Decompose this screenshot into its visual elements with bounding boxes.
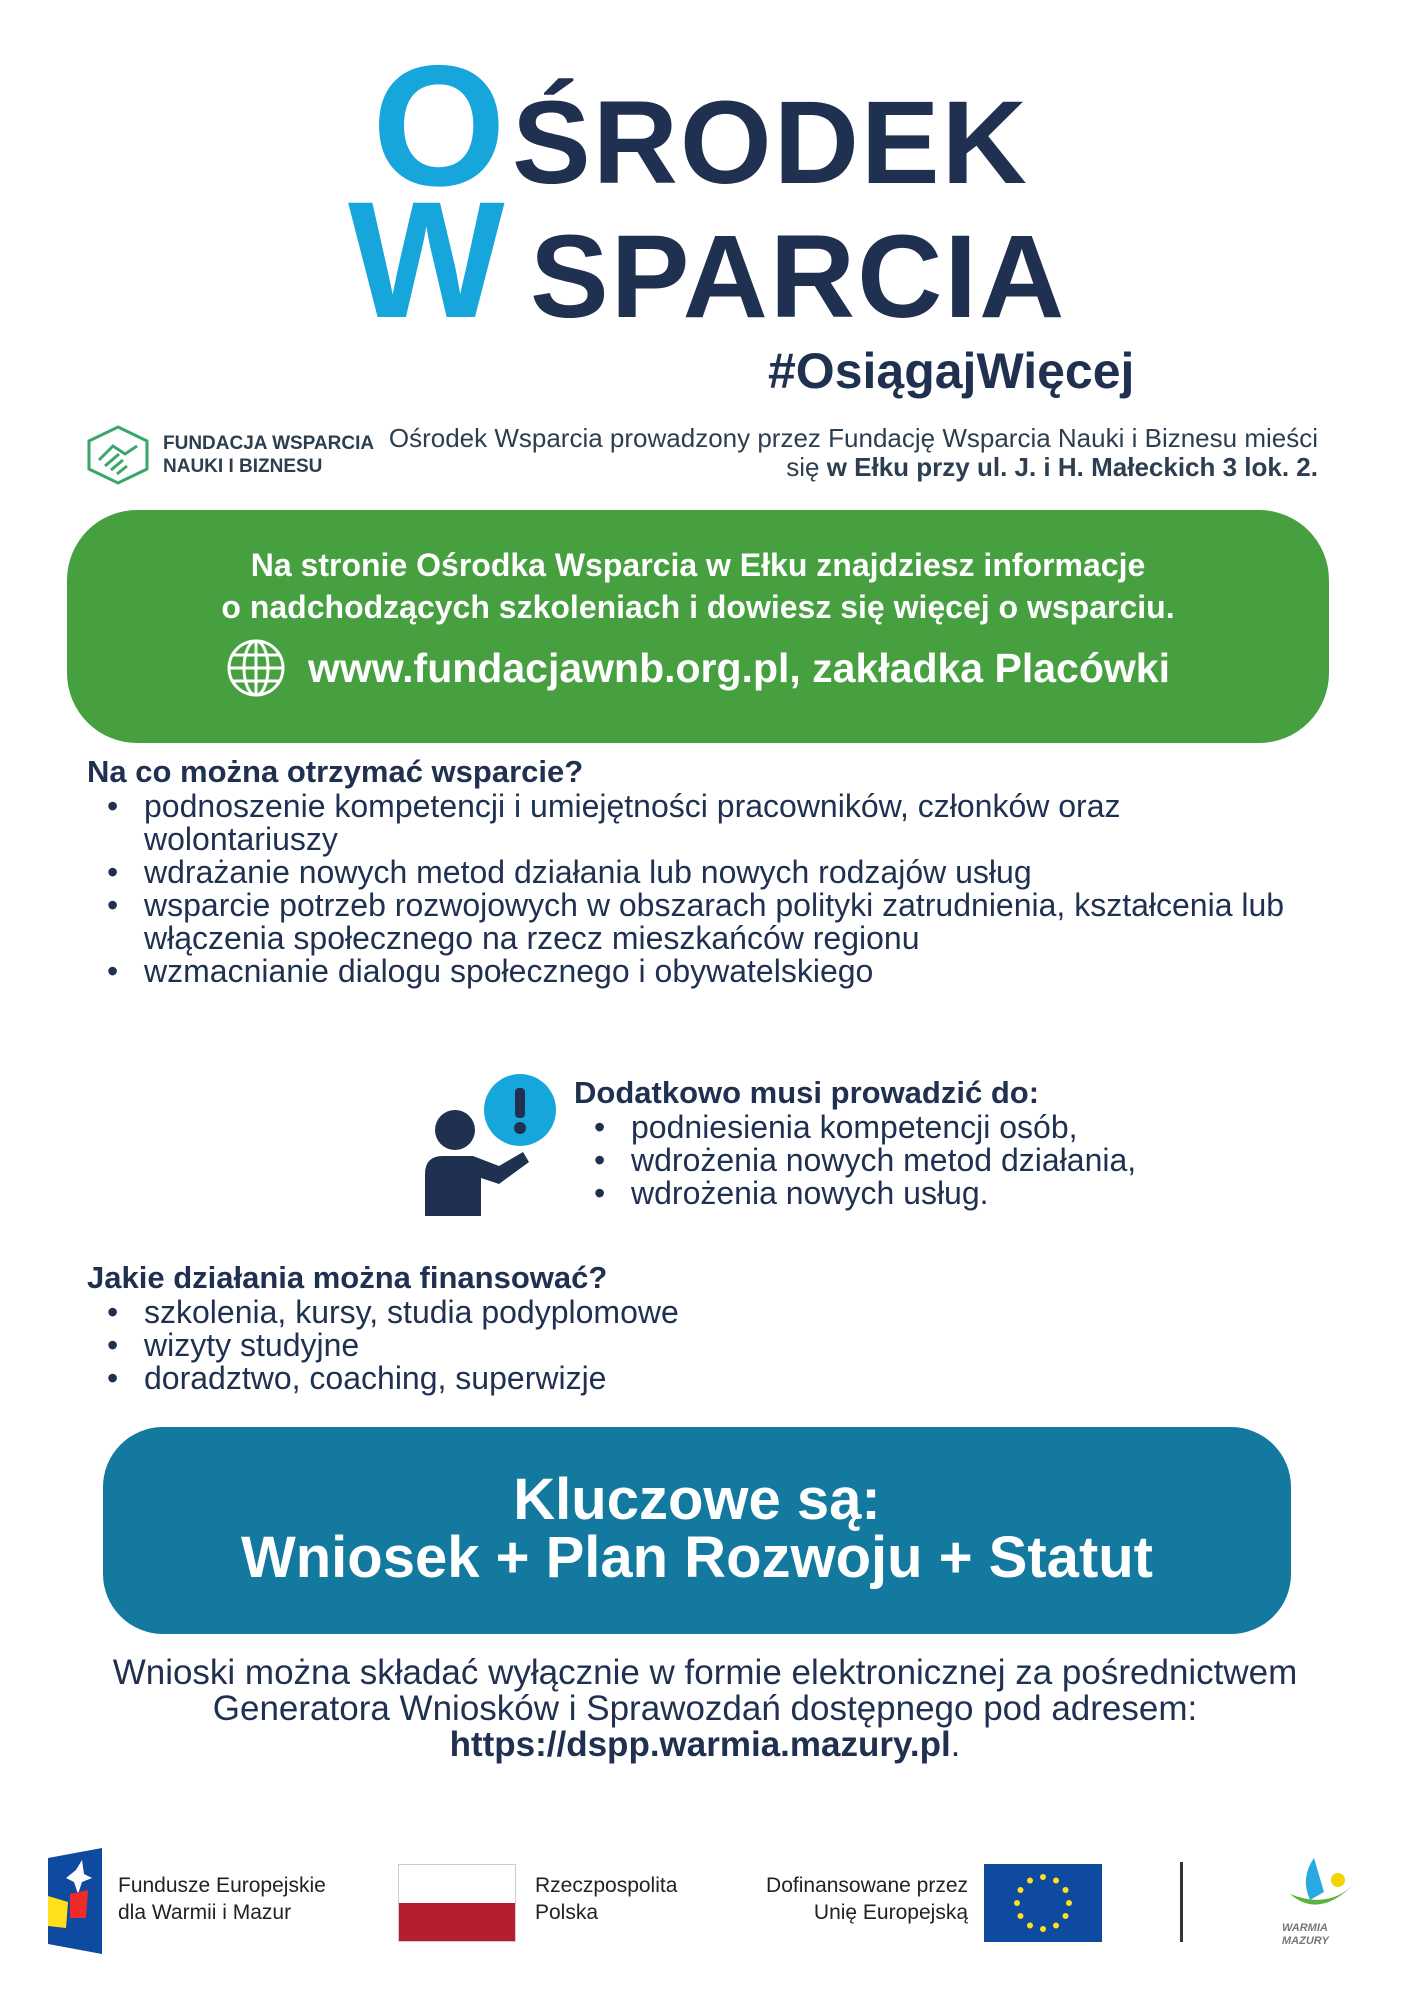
eu-flag-icon [984,1864,1102,1942]
eu-star-icon [1017,1887,1023,1893]
fe-line2: dla Warmii i Mazur [118,1901,292,1924]
divider [1180,1862,1183,1942]
fe-logo-icon [48,1848,102,1954]
list-item: • podniesienia kompetencji osób, [574,1111,1136,1144]
list-item: • wdrożenia nowych usług. [574,1177,1136,1210]
list-item: • wdrożenia nowych metod działania, [574,1144,1136,1177]
logo-letter-o: O [372,30,506,222]
eu-line2: Unię Europejską [813,1901,968,1924]
pl-line2: Polska [535,1901,599,1924]
key-line1: Kluczowe są: [513,1467,881,1532]
address-bold: w Ełku przy ul. J. i H. Małeckich 3 lok. 2. [826,452,1318,482]
wm-line1: WARMIA [1282,1922,1328,1934]
eu-star-icon [1053,1877,1059,1883]
note-end: . [950,1725,961,1764]
polish-flag-icon [398,1864,516,1942]
eu-star-icon [1014,1900,1020,1906]
list-item: • wizyty studyjne [87,1329,679,1362]
application-note [60,1655,1350,1763]
foundation-logo [85,424,374,486]
list-item: • podnoszenie kompetencji i umiejętności pracowników, członków oraz wolontariuszy [87,790,1317,856]
handshake-hexagon-icon [85,424,151,486]
foundation-name-2: NAUKI I BIZNESU [163,456,323,477]
address-plain: Ośrodek Wsparcia prowadzony przez Fundację Wsparcia Nauki i Biznesu mieści się [388,423,1318,482]
footer-logos [0,1848,1410,1958]
foundation-name-1: FUNDACJA WSPARCIA [163,433,375,454]
person-exclamation-icon [415,1074,560,1216]
info-line1: Na stronie Ośrodka Wsparcia w Ełku znajdziesz informacje [250,547,1146,583]
key-box [103,1427,1291,1634]
info-box [67,510,1329,743]
financing-section [87,1260,679,1395]
key-line2: Wniosek + Plan Rozwoju + Statut [241,1525,1153,1590]
info-line2: o nadchodzących szkoleniach i dowiesz się więcej o wsparciu. [221,589,1175,625]
fe-line1: Fundusze Europejskie [118,1874,326,1897]
eu-star-icon [1066,1900,1072,1906]
note-text: Wnioski można składać wyłącznie w formie elektronicznej za pośrednictwem Generatora Wniosków i Sprawozdań dostępnego pod adresem: [112,1653,1298,1728]
warmia-mazury-logo-icon [1280,1858,1360,1918]
eu-star-icon [1040,1926,1046,1932]
wm-line2: MAZURY [1282,1935,1329,1947]
logo-letter-w: W [348,168,505,353]
eu-star-icon [1063,1887,1069,1893]
financing-heading: Jakie działania można finansować? [87,1260,608,1295]
eu-star-icon [1027,1923,1033,1929]
hashtag: #OsiągajWięcej [768,343,1135,399]
support-section [87,754,1347,988]
eu-star-icon [1053,1923,1059,1929]
eu-star-icon [1027,1877,1033,1883]
support-heading: Na co można otrzymać wsparcie? [87,754,584,789]
eu-star-icon [1040,1874,1046,1880]
eu-star-icon [1017,1913,1023,1919]
list-item: • wdrażanie nowych metod działania lub nowych rodzajów usług [87,856,1347,889]
title-line2: SPARCIA [530,211,1067,343]
website-link[interactable]: www.fundacjawnb.org.pl, zakładka Placówki [308,644,1170,691]
eu-line1: Dofinansowane przez [766,1874,968,1897]
list-item: • szkolenia, kursy, studia podyplomowe [87,1296,679,1329]
additional-section [574,1075,1136,1210]
globe-icon [226,638,286,698]
pl-line1: Rzeczpospolita [535,1874,678,1897]
address-text [358,424,1318,482]
title-line1: ŚRODEK [512,77,1029,209]
list-item: • wsparcie potrzeb rozwojowych w obszarach polityki zatrudnienia, kształcenia lub włączenia społecznego na rzecz mieszkańców regionu [87,889,1337,955]
eu-star-icon [1063,1913,1069,1919]
additional-heading: Dodatkowo musi prowadzić do: [574,1075,1040,1110]
list-item: • doradztwo, coaching, superwizje [87,1362,679,1395]
list-item: • wzmacnianie dialogu społecznego i obywatelskiego [87,955,1347,988]
generator-link[interactable]: https://dspp.warmia.mazury.pl [449,1725,951,1764]
